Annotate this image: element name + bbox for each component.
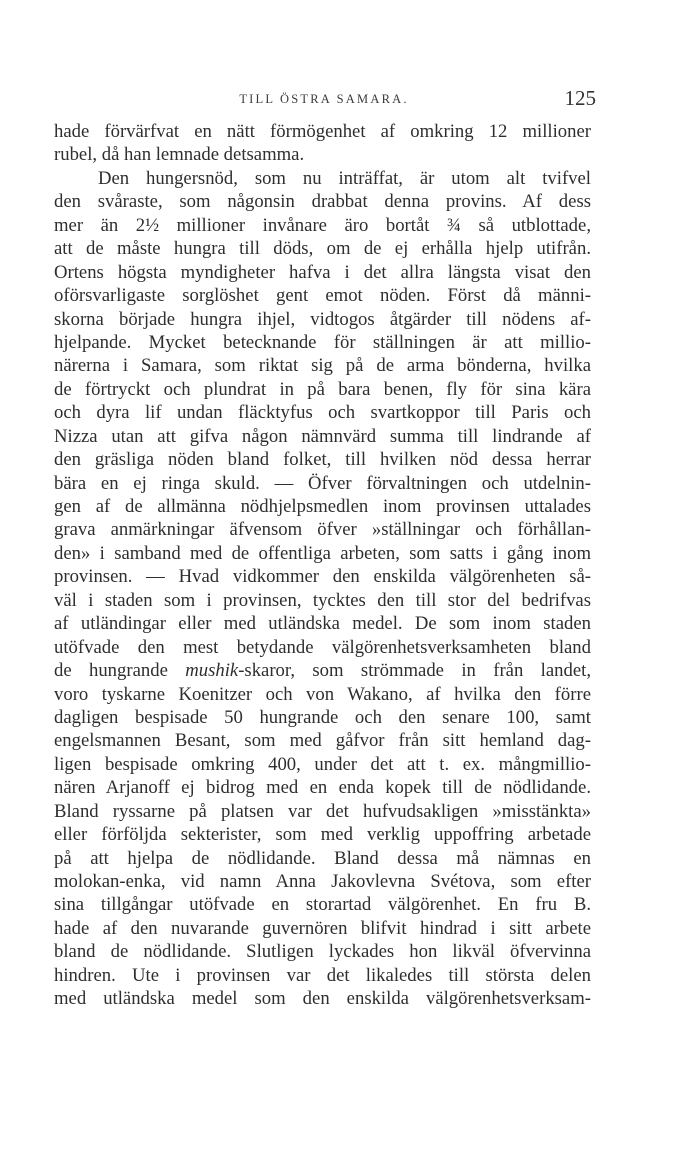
text-segment: de hungrande: [54, 660, 186, 682]
text-line: hjelpande. Mycket betecknande för ställningen är att millio-: [54, 331, 591, 353]
text-line: voro tyskarne Koenitzer och von Wakano, af hvilka den förre: [54, 683, 591, 705]
text-line: de förtryckt och plundrat in på bara benen, fly för sina kära: [54, 378, 591, 400]
text-line: utöfvade den mest betydande välgörenhetsverksamheten bland: [54, 636, 591, 658]
text-line: hindren. Ute i provinsen var det likaledes till största delen: [54, 964, 591, 986]
text-line: engelsmannen Besant, som med gåfvor från sitt hemland dag-: [54, 730, 591, 752]
text-line: mer än 2½ millioner invånare äro bortåt ¾ så utblottade,: [54, 214, 591, 236]
text-line: molokan-enka, vid namn Anna Jakovlevna Svétova, som efter: [54, 871, 591, 892]
text-line: den» i samband med de offentliga arbeten, som satts i gång inom: [54, 542, 591, 564]
text-line: gen af de allmänna nödhjelpsmedlen inom provinsen uttalades: [54, 496, 591, 517]
text-line: hade förvärfvat en nätt förmögenhet af omkring 12 millioner: [54, 121, 591, 142]
text-line: närerna i Samara, som riktat sig på de arma bönderna, hvilka: [54, 355, 591, 377]
text-line: oförsvarligaste sorglöshet gent emot nöden. Först då männi-: [54, 285, 591, 307]
italic-word: mushik: [185, 660, 239, 682]
text-line: bära en ej ringa skuld. — Öfver förvaltningen och utdelnin-: [54, 472, 591, 494]
text-segment: -skaror, som strömmade in från landet,: [238, 660, 591, 682]
text-line: [54, 659, 591, 682]
text-line: bland de nödlidande. Slutligen lyckades hon likväl öfvervinna: [54, 941, 591, 963]
text-line: med utländska medel som den enskilda välgörenhetsverksam-: [54, 988, 591, 1010]
text-line: den svåraste, som någonsin drabbat denna provins. Af dess: [54, 191, 591, 213]
text-line: ligen bespisade omkring 400, under det att t. ex. mångmillio-: [54, 753, 591, 775]
text-line: nären Arjanoff ej bidrog med en enda kopek till de nödlidande.: [54, 777, 591, 799]
text-line: grava anmärkningar äfvensom öfver »ställningar och förhållan-: [54, 519, 591, 541]
text-line: väl i staden som i provinsen, tycktes den till stor del bedrifvas: [54, 589, 591, 611]
text-line: provinsen. — Hvad vidkommer den enskilda välgörenheten så-: [54, 566, 591, 588]
text-line: Ortens högsta myndigheter hafva i det allra längsta visat den: [54, 261, 591, 283]
text-line: skorna började hungra ihjel, vidtogos åtgärder till nödens af-: [54, 308, 591, 330]
text-line: att de måste hungra till döds, om de ej erhålla hjelp utifrån.: [54, 238, 591, 260]
text-line: och dyra lif undan fläcktyfus och svartkoppor till Paris och: [54, 402, 591, 424]
text-line: sina tillgångar utöfvade en storartad välgörenhet. En fru B.: [54, 894, 591, 916]
page-number: 125: [564, 86, 596, 110]
body-text: [54, 120, 591, 1011]
running-title: TILL ÖSTRA SAMARA.: [239, 92, 409, 106]
text-line: dagligen bespisade 50 hungrande och den senare 100, samt: [54, 706, 591, 728]
text-line: eller förföljda sekterister, som med verklig uppoffring arbetade: [54, 824, 591, 846]
text-line: Bland ryssarne på platsen var det hufvudsakligen »misstänkta»: [54, 800, 591, 822]
text-line: på att hjelpa de nödlidande. Bland dessa må nämnas en: [54, 847, 591, 869]
running-head: [54, 88, 594, 112]
text-line: Nizza utan att gifva någon nämnvärd summa till lindrande af: [54, 425, 591, 447]
text-line: Den hungersnöd, som nu inträffat, är utom alt tvifvel: [98, 167, 591, 189]
text-line: af utländingar eller med utländska medel. De som inom staden: [54, 613, 591, 635]
text-line: rubel, då han lemnade detsamma.: [54, 144, 305, 166]
text-line: hade af den nuvarande guvernören blifvit hindrad i sitt arbete: [54, 917, 591, 939]
text-line: den gräsliga nöden bland folket, till hvilken nöd dessa herrar: [54, 449, 591, 471]
